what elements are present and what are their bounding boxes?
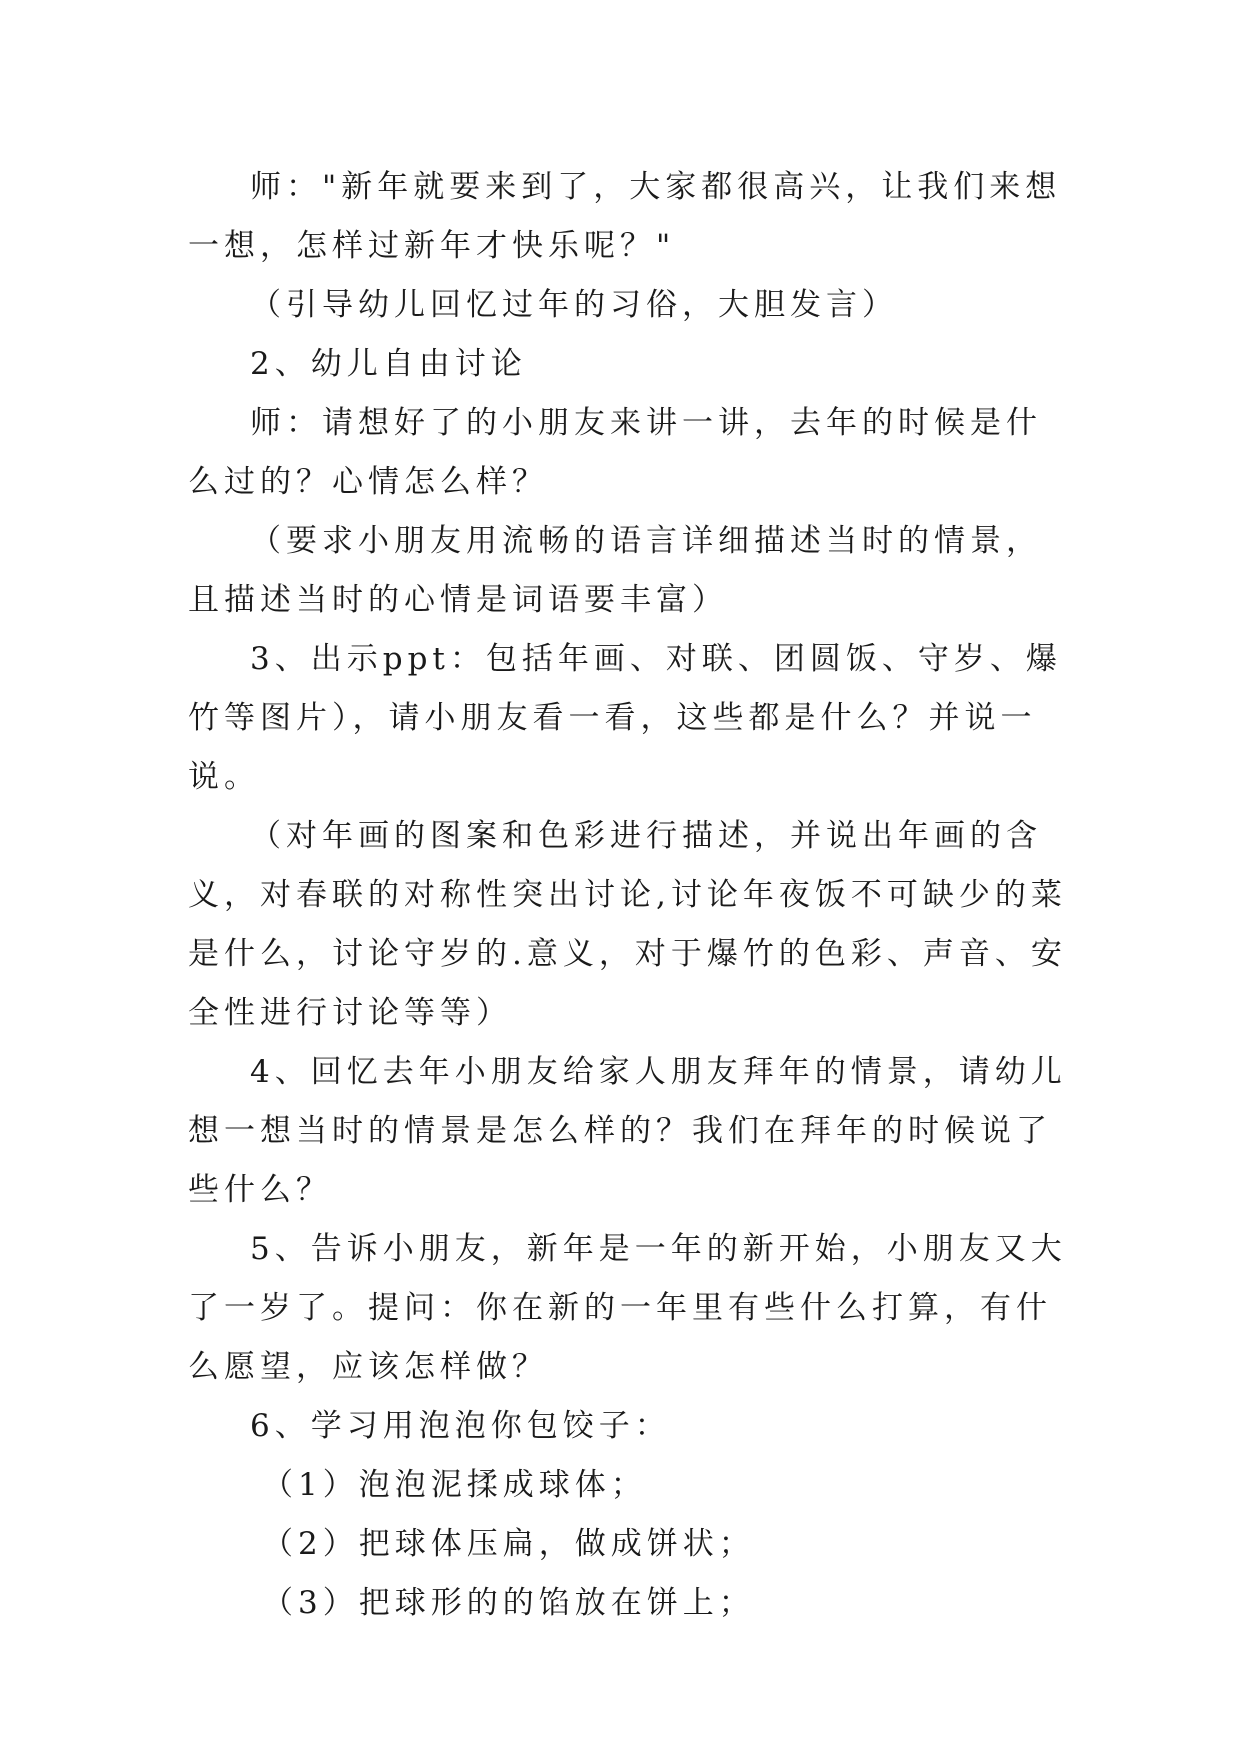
paragraph-substep-3: （3）把球形的的馅放在饼上； [262, 1585, 755, 1621]
paragraph-discussion-note: （对年画的图案和色彩进行描述，并说出年画的含义，对春联的对称性突出讨论,讨论年夜饭不可缺少的菜是什么，讨论守岁的.意义，对于爆竹的色彩、声音、安全性进行讨论等等） [188, 818, 1067, 1031]
paragraph-teacher-intro: 师："新年就要来到了，大家都很高兴，让我们来想一想，怎样过新年才快乐呢？" [188, 169, 1062, 264]
paragraph-step-5: 5、告诉小朋友，新年是一年的新开始，小朋友又大了一岁了。提问：你在新的一年里有些什么打算，有什么愿望，应该怎样做？ [188, 1231, 1067, 1385]
paragraph-teacher-question: 师：请想好了的小朋友来讲一讲，去年的时候是什么过的？心情怎么样？ [188, 405, 1042, 500]
document-body [188, 158, 1068, 1633]
paragraph-step-3: 3、出示ppt：包括年画、对联、团圆饭、守岁、爆竹等图片），请小朋友看一看，这些都是什么？并说一说。 [188, 641, 1062, 795]
paragraph-step-6: 6、学习用泡泡你包饺子： [250, 1408, 671, 1444]
paragraph-guide-note: （引导幼儿回忆过年的习俗，大胆发言） [250, 287, 898, 323]
paragraph-requirement-note: （要求小朋友用流畅的语言详细描述当时的情景，且描述当时的心情是词语要丰富） [188, 523, 1042, 618]
paragraph-step-4: 4、回忆去年小朋友给家人朋友拜年的情景，请幼儿想一想当时的情景是怎么样的？我们在拜年的时候说了些什么？ [188, 1054, 1067, 1208]
paragraph-substep-2: （2）把球体压扁，做成饼状； [262, 1526, 755, 1562]
paragraph-step-2: 2、幼儿自由讨论 [250, 346, 527, 382]
paragraph-substep-1: （1）泡泡泥揉成球体； [262, 1467, 647, 1503]
